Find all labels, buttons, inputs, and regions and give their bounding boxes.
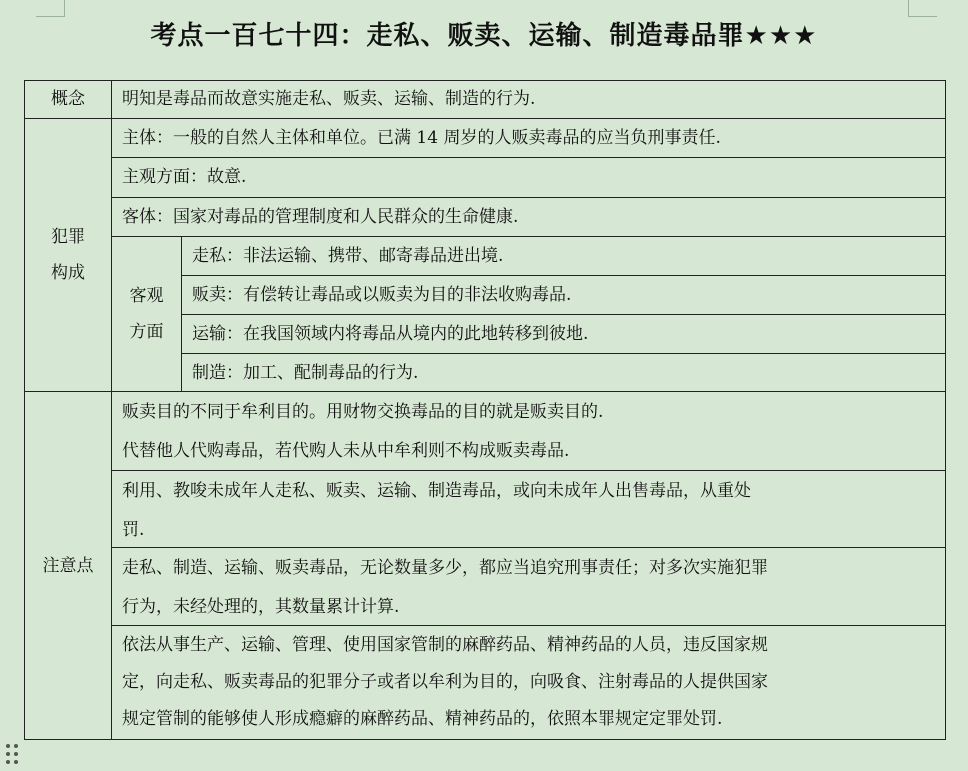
row-label-notes: [25, 392, 111, 740]
constitution-object: 客体：国家对毒品的管理制度和人民群众的生命健康.: [122, 207, 519, 227]
note-2-line-2: 罚.: [122, 520, 145, 540]
objective-item-transporting: 运输：在我国领域内将毒品从境内的此地转移到彼地.: [192, 324, 589, 344]
concept-label-text: 概念: [51, 89, 85, 109]
objective-label-text: 客观方面: [129, 286, 164, 342]
page-title: 考点一百七十四：走私、贩卖、运输、制造毒品罪★★★: [150, 21, 818, 51]
row-label-concept: [25, 81, 111, 118]
note-3-line-2: 行为，未经处理的，其数量累计计算.: [122, 597, 400, 617]
constitution-label-text: 犯罪构成: [51, 227, 85, 283]
objective-item-selling: 贩卖：有偿转让毒品或以贩卖为目的非法收购毒品.: [192, 285, 572, 305]
note-4-line-3: 规定管制的能够使人形成瘾癖的麻醉药品、精神药品的，依照本罪规定定罪处罚.: [122, 709, 723, 729]
constitution-subjective: 主观方面：故意.: [122, 167, 247, 187]
summary-table: [24, 80, 946, 740]
note-item-3: [112, 548, 945, 625]
note-2-line-1: 利用、教唆未成年人走私、贩卖、运输、制造毒品，或向未成年人出售毒品，从重处: [122, 481, 751, 501]
objective-item-manufacturing: 制造：加工、配制毒品的行为.: [192, 363, 419, 383]
objective-label: [112, 237, 181, 391]
notes-label-text: 注意点: [42, 556, 94, 576]
note-1-line-1: 贩卖目的不同于牟利目的。用财物交换毒品的目的就是贩卖目的.: [122, 402, 604, 422]
objective-item-smuggling: 走私：非法运输、携带、邮寄毒品进出境.: [192, 246, 504, 266]
note-4-line-1: 依法从事生产、运输、管理、使用国家管制的麻醉药品、精神药品的人员，违反国家规: [122, 635, 768, 655]
note-item-4: [112, 626, 945, 740]
note-4-line-2: 定，向走私、贩卖毒品的犯罪分子或者以牟利为目的，向吸食、注射毒品的人提供国家: [122, 672, 768, 692]
constitution-subject: 主体：一般的自然人主体和单位。已满 14 周岁的人贩卖毒品的应当负刑事责任.: [122, 128, 721, 148]
concept-text: 明知是毒品而故意实施走私、贩卖、运输、制造的行为.: [122, 89, 536, 109]
note-1-line-2: 代替他人代购毒品，若代购人未从中牟利则不构成贩卖毒品.: [122, 441, 570, 461]
note-item-2: [112, 471, 945, 547]
note-item-1: [112, 392, 945, 470]
row-label-constitution: [25, 119, 111, 391]
note-3-line-1: 走私、制造、运输、贩卖毒品，无论数量多少，都应当追究刑事责任；对多次实施犯罪: [122, 558, 768, 578]
drag-handle-icon[interactable]: [2, 742, 20, 764]
